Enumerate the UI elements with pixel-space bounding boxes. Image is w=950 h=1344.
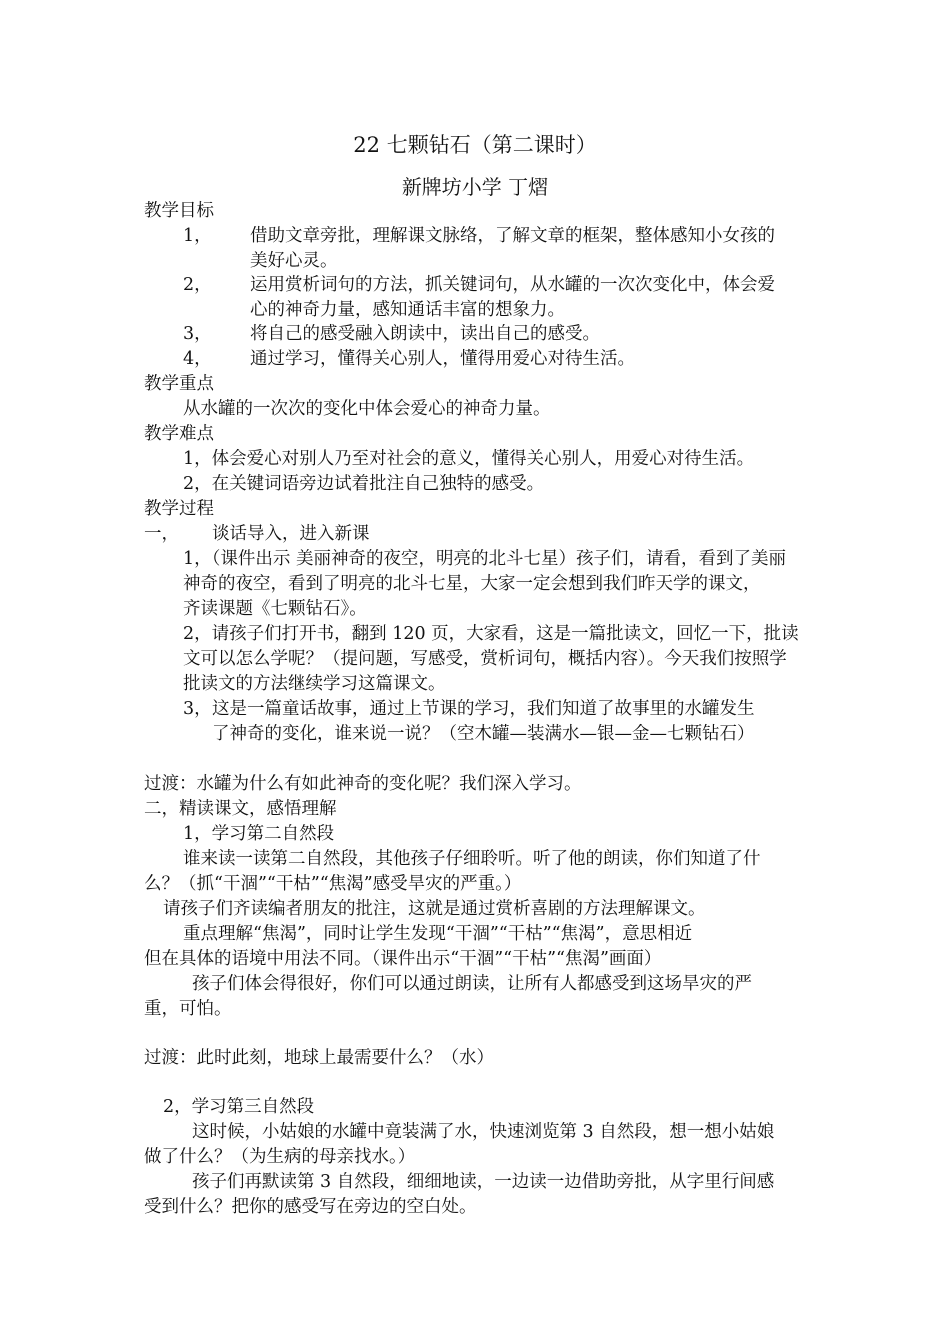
process-heading: 教学过程 [144, 499, 214, 519]
s1-line4: 重点理解“焦渴”，同时让学生发现“干涸”“干枯”“焦渴”，意思相近 [183, 924, 693, 944]
difficulty-item-1: 1，体会爱心对别人乃至对社会的意义，懂得关心别人，用爱心对待生活。 [183, 449, 755, 469]
s1-line3: 请孩子们齐读编者朋友的批注，这就是通过赏析喜剧的方法理解课文。 [163, 899, 706, 919]
goal-1-line1: 借助文章旁批，理解课文脉络，了解文章的框架，整体感知小女孩的 [250, 226, 775, 246]
difficulty-heading: 教学难点 [144, 424, 214, 444]
goal-4-number: 4， [183, 349, 212, 369]
p2-line1: 2，请孩子们打开书，翻到 120 页，大家看，这是一篇批读文，回忆一下，批读 [183, 624, 799, 644]
section1-title: 1，学习第二自然段 [183, 824, 335, 844]
p1-line3: 齐读课题《七颗钻石》。 [183, 599, 367, 619]
s1-line2: 么？（抓“干涸”“干枯”“焦渴”感受旱灾的严重。） [144, 874, 522, 894]
part2-title: 二，精读课文，感悟理解 [144, 799, 337, 819]
goal-1-line2: 美好心灵。 [250, 251, 338, 271]
transition-1: 过渡：水罐为什么有如此神奇的变化呢？我们深入学习。 [144, 774, 582, 794]
goal-3-number: 3， [183, 324, 212, 344]
goal-4-line1: 通过学习，懂得关心别人，懂得用爱心对待生活。 [250, 349, 635, 369]
s1-line5: 但在具体的语境中用法不同。（课件出示“干涸”“干枯”“焦渴”画面） [144, 949, 662, 969]
p2-line3: 批读文的方法继续学习这篇课文。 [183, 674, 446, 694]
part1-title: 谈话导入，进入新课 [212, 524, 370, 544]
key-point-heading: 教学重点 [144, 374, 214, 394]
p1-line1: 1，（课件出示 美丽神奇的夜空，明亮的北斗七星）孩子们，请看，看到了美丽 [183, 549, 786, 569]
goals-heading: 教学目标 [144, 201, 214, 221]
p3-line2: 了神奇的变化，谁来说一说？（空木罐—装满水—银—金—七颗钻石） [212, 724, 755, 744]
s2-line4: 受到什么？把你的感受写在旁边的空白处。 [144, 1197, 477, 1217]
goal-1-number: 1， [183, 226, 212, 246]
transition-2: 过渡：此时此刻，地球上最需要什么？（水） [144, 1048, 494, 1068]
s1-line6: 孩子们体会得很好，你们可以通过朗读，让所有人都感受到这场旱灾的严 [192, 974, 752, 994]
doc-title: 22 七颗钻石（第二课时） [353, 133, 597, 157]
section2-title: 2，学习第三自然段 [163, 1097, 315, 1117]
p2-line2: 文可以怎么学呢？（提问题，写感受，赏析词句，概括内容）。今天我们按照学 [183, 649, 787, 669]
goal-2-line2: 心的神奇力量，感知通话丰富的想象力。 [250, 300, 565, 320]
p3-number: 3， [183, 699, 212, 719]
key-point-text: 从水罐的一次次的变化中体会爱心的神奇力量。 [183, 399, 551, 419]
doc-author: 新牌坊小学 丁熠 [401, 175, 549, 199]
difficulty-item-2: 2，在关键词语旁边试着批注自己独特的感受。 [183, 474, 545, 494]
s1-line1: 谁来读一读第二自然段，其他孩子仔细聆听。听了他的朗读，你们知道了什 [183, 849, 761, 869]
goal-2-number: 2， [183, 275, 212, 295]
part1-number: 一， [144, 524, 179, 544]
s2-line2: 做了什么？（为生病的母亲找水。） [144, 1147, 416, 1167]
s2-line3: 孩子们再默读第 3 自然段，细细地读，一边读一边借助旁批，从字里行间感 [192, 1172, 775, 1192]
p1-line2: 神奇的夜空，看到了明亮的北斗七星，大家一定会想到我们昨天学的课文， [183, 574, 761, 594]
p3-line1: 这是一篇童话故事，通过上节课的学习，我们知道了故事里的水罐发生 [212, 699, 755, 719]
s2-line1: 这时候，小姑娘的水罐中竟装满了水，快速浏览第 3 自然段，想一想小姑娘 [192, 1122, 775, 1142]
s1-line7: 重，可怕。 [144, 999, 232, 1019]
goal-2-line1: 运用赏析词句的方法，抓关键词句，从水罐的一次次变化中，体会爱 [250, 275, 775, 295]
goal-3-line1: 将自己的感受融入朗读中，读出自己的感受。 [250, 324, 600, 344]
